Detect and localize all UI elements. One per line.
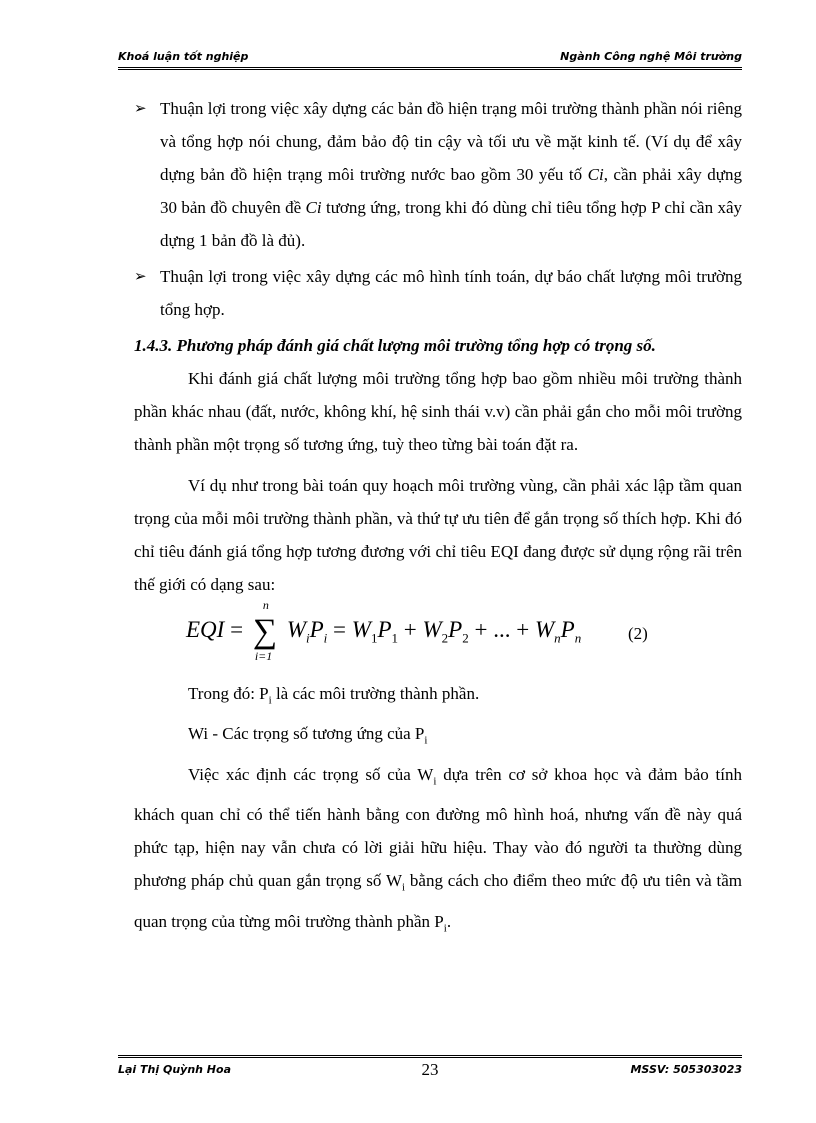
equation-number: (2)	[628, 624, 648, 643]
paragraph: Ví dụ như trong bài toán quy hoạch môi trường vùng, cần phải xác lập tầm quan trọng của mỗi môi trường thành phần, và thứ tự ưu tiên để gắn trọng số thích hợp. Khi đó chỉ tiêu đánh giá tổng hợp tương đương với chỉ tiêu EQI đang được sử dụng rộng rãi trên thế giới có dạng sau:	[134, 476, 742, 594]
formula-p: P	[377, 617, 392, 642]
para-text: .	[446, 911, 452, 931]
sum-upper-limit: n	[262, 598, 269, 613]
para-text: bằng cách cho điểm theo mức độ ưu tiên và tầm quan trọng của từng môi trường thành phần P	[134, 871, 742, 931]
para-text: dựa trên cơ sở khoa học và đảm bảo tính khách quan chỉ có thể tiến hành bằng con đường mô hình hoá, nhưng vấn đề này quá phức tạp, hiện nay vẫn chưa có lời giải hữu hiệu. Thay vào đó người ta thường dùng phương pháp chủ quan gắn trọng số W	[134, 764, 742, 891]
formula-sub: 1	[391, 630, 399, 646]
formula-w: W	[286, 617, 306, 642]
formula-sub: 2	[441, 630, 449, 646]
formula-sub: 2	[462, 630, 469, 646]
page-header	[118, 50, 742, 66]
formula-plus: +	[516, 617, 530, 642]
page-number: 23	[421, 1060, 439, 1079]
formula-sub: i	[323, 630, 328, 646]
page-footer	[118, 1060, 742, 1083]
subscript: i	[402, 881, 406, 894]
where-text: là các môi trường thành phần.	[271, 684, 480, 703]
arrow-bullet-icon: ➢	[134, 99, 147, 117]
arrow-bullet-icon: ➢	[134, 267, 147, 285]
formula-p: P	[448, 617, 463, 642]
where-line	[134, 677, 742, 717]
header-thesis-label: Khoá luận tốt nghiệp	[118, 50, 249, 63]
formula-w: W	[422, 617, 442, 642]
formula-w: W	[534, 617, 555, 642]
header-major-label: Ngành Công nghệ Môi trường	[560, 50, 742, 63]
variable-ci: Ci	[305, 198, 322, 217]
section-heading: 1.4.3. Phương pháp đánh giá chất lượng môi trường tổng hợp có trọng số.	[134, 336, 656, 355]
para-text: Việc xác định các trọng số của W	[188, 764, 434, 784]
bullet-text: Thuận lợi trong việc xây dựng các mô hình tính toán, dự báo chất lượng môi trường tổng hợp.	[160, 267, 742, 319]
subscript: i	[443, 921, 447, 934]
formula-equals: =	[333, 617, 347, 642]
equation	[186, 598, 582, 664]
footer-student-id: MSSV: 505303023	[630, 1063, 742, 1076]
paragraph	[134, 758, 742, 945]
sigma-symbol: ∑ n i=1	[252, 598, 278, 664]
bullet-text: tương ứng, trong khi đó dùng chỉ tiêu tổng hợp P chỉ cần xây dựng 1 bản đồ là đủ).	[160, 198, 743, 250]
variable-ci: Ci	[587, 165, 604, 184]
formula-lhs: EQI	[186, 617, 225, 642]
formula-sub: i	[305, 630, 310, 646]
formula-sub: n	[554, 630, 561, 646]
bullet-item	[134, 92, 742, 257]
formula-plus: +	[403, 617, 417, 642]
header-rule	[118, 67, 742, 70]
page-body	[134, 92, 742, 945]
footer-rule	[118, 1055, 742, 1058]
bullet-text: , cần phải xây dựng 30 bản đồ chuyên đề	[160, 165, 743, 217]
formula-equals: =	[230, 617, 244, 642]
wi-text: Wi - Các trọng số tương ứng của P	[188, 724, 425, 744]
paragraph: Khi đánh giá chất lượng môi trường tổng hợp bao gồm nhiều môi trường thành phần khác nhau (đất, nước, không khí, hệ sinh thái v.v) cần phải gắn cho mỗi môi trường thành phần một trọng số tương ứng, tuỳ theo từng bài toán đặt ra.	[134, 369, 742, 454]
wi-line	[134, 717, 742, 757]
subscript: i	[433, 775, 437, 788]
bullet-item	[134, 260, 742, 326]
footer-author: Lại Thị Quỳnh Hoa	[118, 1063, 231, 1076]
where-text: Trong đó: P	[188, 684, 269, 703]
subscript: i	[424, 734, 428, 747]
formula-dots: ...	[493, 617, 511, 642]
formula-sub: n	[574, 630, 582, 646]
formula-p: P	[560, 617, 575, 642]
sum-lower-limit: i=1	[254, 649, 273, 664]
formula-plus: +	[474, 617, 488, 642]
formula-p: P	[309, 617, 324, 642]
formula-sub: 1	[370, 630, 378, 646]
bullet-text: Thuận lợi trong việc xây dựng các bản đồ hiện trạng môi trường thành phần nói riêng và tổng hợp nói chung, đảm bảo độ tin cậy và tối ưu về mặt kinh tế. (Ví dụ để xây dựng bản đồ hiện trạng môi trường nước bao gồm 30 yếu tố	[160, 99, 742, 184]
eqi-formula	[134, 598, 742, 675]
subscript: i	[268, 694, 272, 707]
formula-w: W	[351, 617, 371, 642]
